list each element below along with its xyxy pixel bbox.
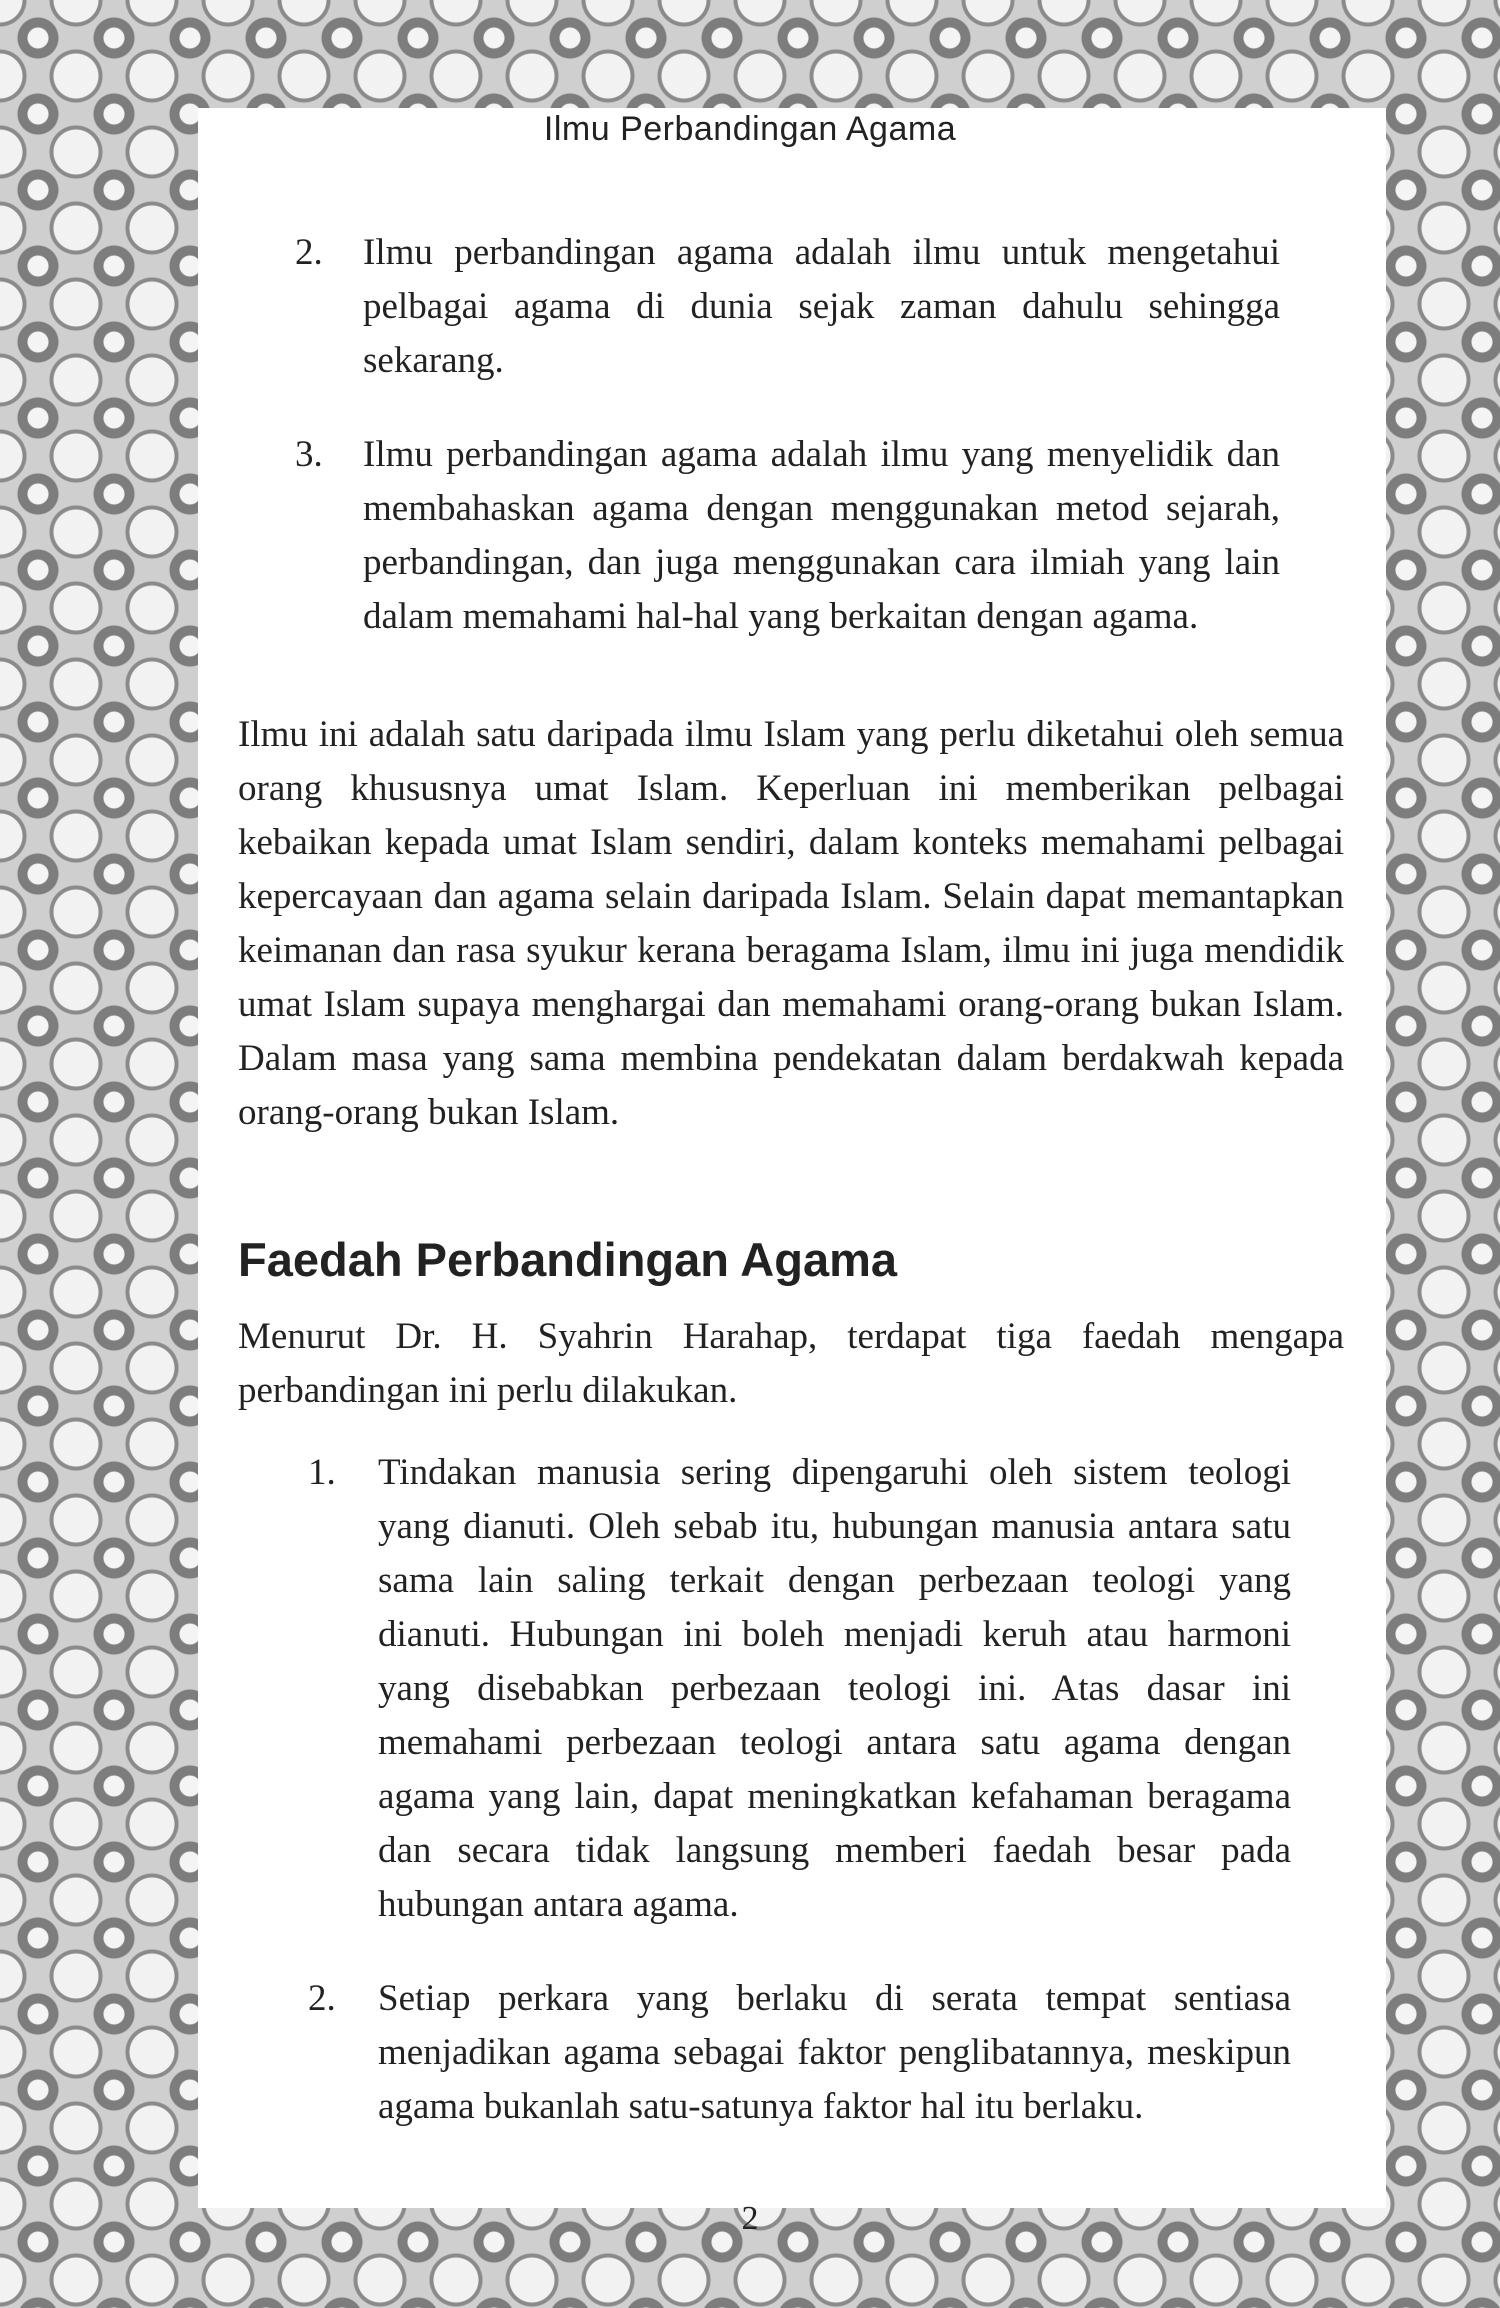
list-text: Ilmu perbandingan agama adalah ilmu yang menyelidik dan membahaskan agama dengan menggunakan metod sejarah, perbandingan, dan juga menggunakan cara ilmiah yang lain dalam memahami hal-hal yang berkaitan dengan agama. <box>363 434 1280 637</box>
faedah-list <box>308 1446 1291 2134</box>
list-text: Ilmu perbandingan agama adalah ilmu untuk mengetahui pelbagai agama di dunia sejak zaman dahulu sehingga sekarang. <box>363 232 1280 381</box>
main-paragraph: Ilmu ini adalah satu daripada ilmu Islam yang perlu diketahui oleh semua orang khususnya umat Islam. Keperluan ini memberikan pelbagai kebaikan kepada umat Islam sendiri, dalam konteks memahami pelbagai kepercayaan dan agama selain daripada Islam. Selain dapat memantapkan keimanan dan rasa syukur kerana beragama Islam, ilmu ini juga mendidik umat Islam supaya menghargai dan memahami orang-orang bukan Islam. Dalam masa yang sama membina pendekatan dalam berdakwah kepada orang-orang bukan Islam. <box>238 714 1344 1133</box>
list-item <box>308 1446 1291 1932</box>
list-text: Setiap perkara yang berlaku di serata tempat sentiasa menjadikan agama sebagai faktor penglibatannya, meskipun agama bukanlah satu-satunya faktor hal itu berlaku. <box>378 1978 1291 2127</box>
list-number: 2. <box>308 1978 336 2019</box>
list-number: 3. <box>295 434 323 475</box>
list-item <box>295 428 1280 644</box>
definition-list <box>295 226 1280 644</box>
section-heading: Faedah Perbandingan Agama <box>238 1233 898 1286</box>
list-item <box>308 1972 1291 2134</box>
list-number: 1. <box>308 1452 336 1493</box>
page-number: 2 <box>741 2200 759 2237</box>
list-item <box>295 226 1280 388</box>
list-number: 2. <box>295 232 323 273</box>
list-text: Tindakan manusia sering dipengaruhi oleh sistem teologi yang dianuti. Oleh sebab itu, hubungan manusia antara satu sama lain saling terkait dengan perbezaan teologi yang dianuti. Hubungan ini boleh menjadi keruh atau harmoni yang disebabkan perbezaan teologi ini. Atas dasar ini memahami perbezaan teologi antara satu agama dengan agama yang lain, dapat meningkatkan kefahaman beragama dan secara tidak langsung memberi faedah besar pada hubungan antara agama. <box>378 1452 1291 1925</box>
section-intro: Menurut Dr. H. Syahrin Harahap, terdapat tiga faedah mengapa perbandingan ini perlu dilakukan. <box>238 1316 1344 1411</box>
running-header: Ilmu Perbandingan Agama <box>543 110 957 148</box>
